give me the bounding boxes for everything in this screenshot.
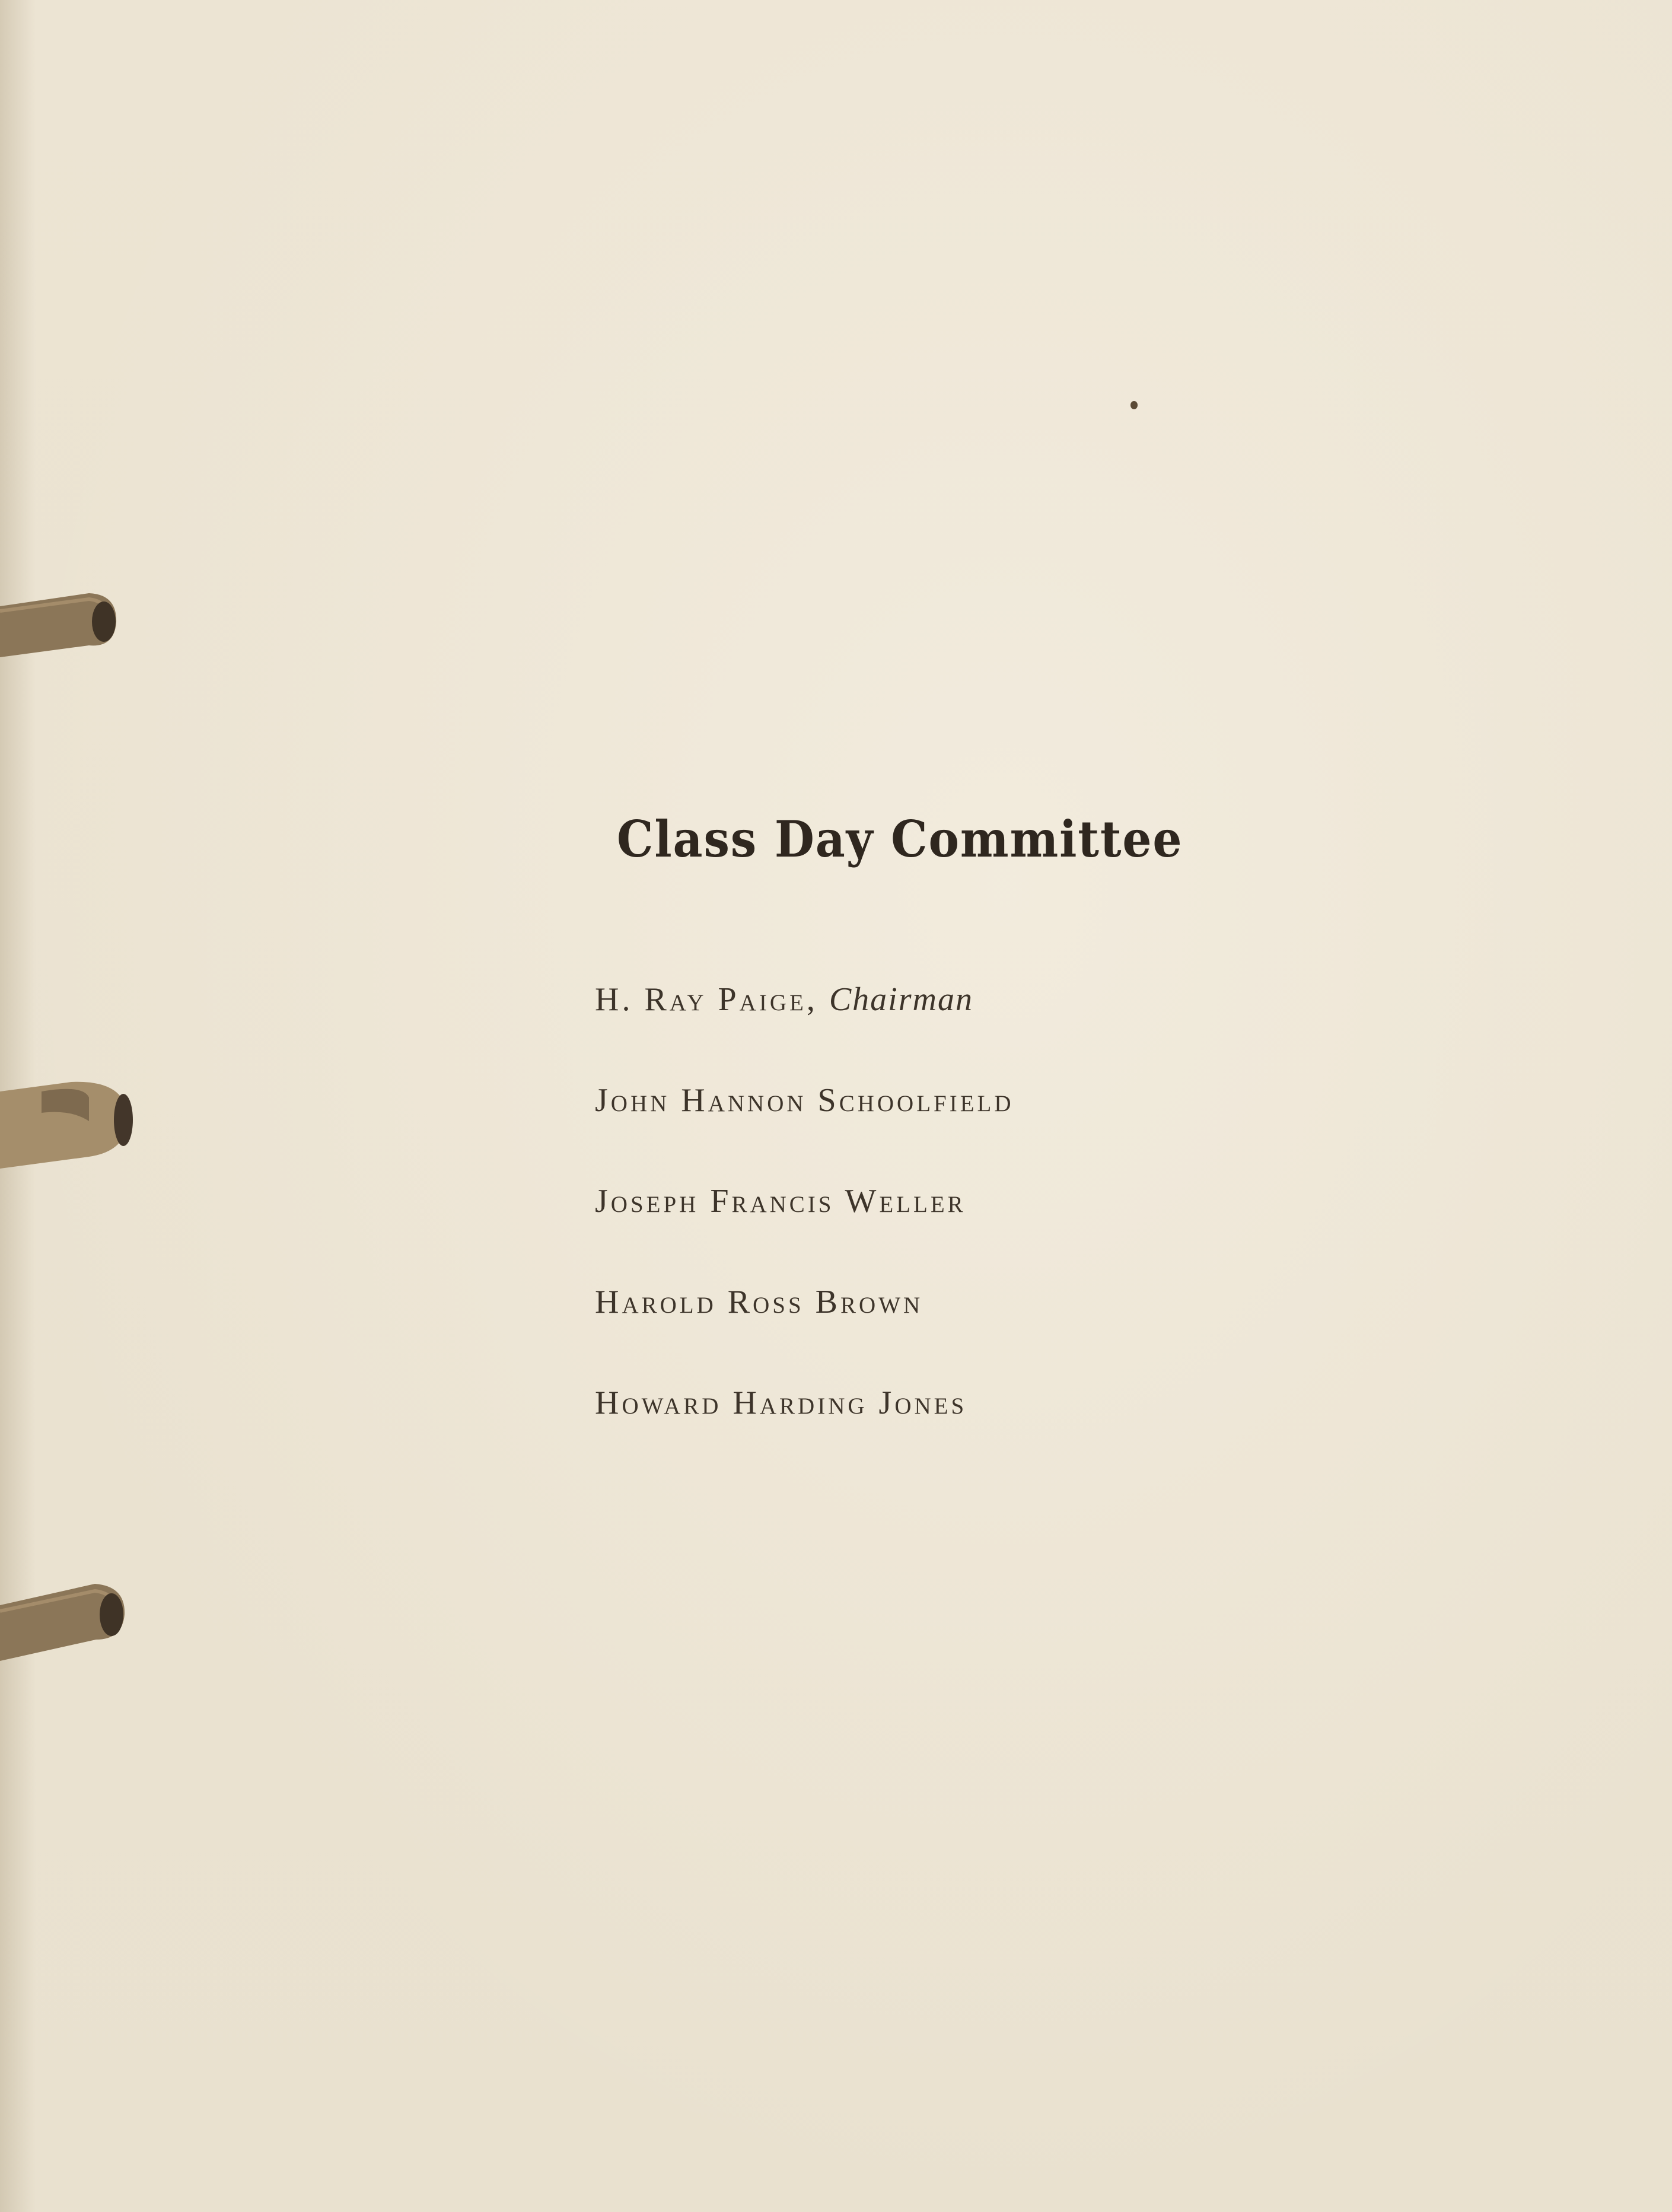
committee-member: [595, 1080, 1014, 1180]
committee-member-list: [595, 979, 1014, 1483]
member-name: Joseph Francis Weller: [595, 1183, 966, 1220]
committee-member: [595, 1180, 1014, 1281]
member-name: Harold Ross Brown: [595, 1284, 923, 1320]
member-name: H. Ray Paige,: [595, 981, 818, 1018]
binding-lace-bottom: [0, 1578, 130, 1648]
committee-member: [595, 1281, 1014, 1382]
member-role: Chairman: [829, 981, 973, 1018]
binding-lace-middle: [0, 1074, 136, 1144]
member-name: John Hannon Schoolfield: [595, 1082, 1014, 1119]
binding-lace-top: [0, 587, 125, 657]
page-title: Class Day Committee: [617, 810, 1183, 868]
committee-member: [595, 979, 1014, 1080]
committee-member: [595, 1382, 1014, 1483]
member-name: Howard Harding Jones: [595, 1385, 967, 1421]
ink-speck: [1130, 401, 1138, 409]
